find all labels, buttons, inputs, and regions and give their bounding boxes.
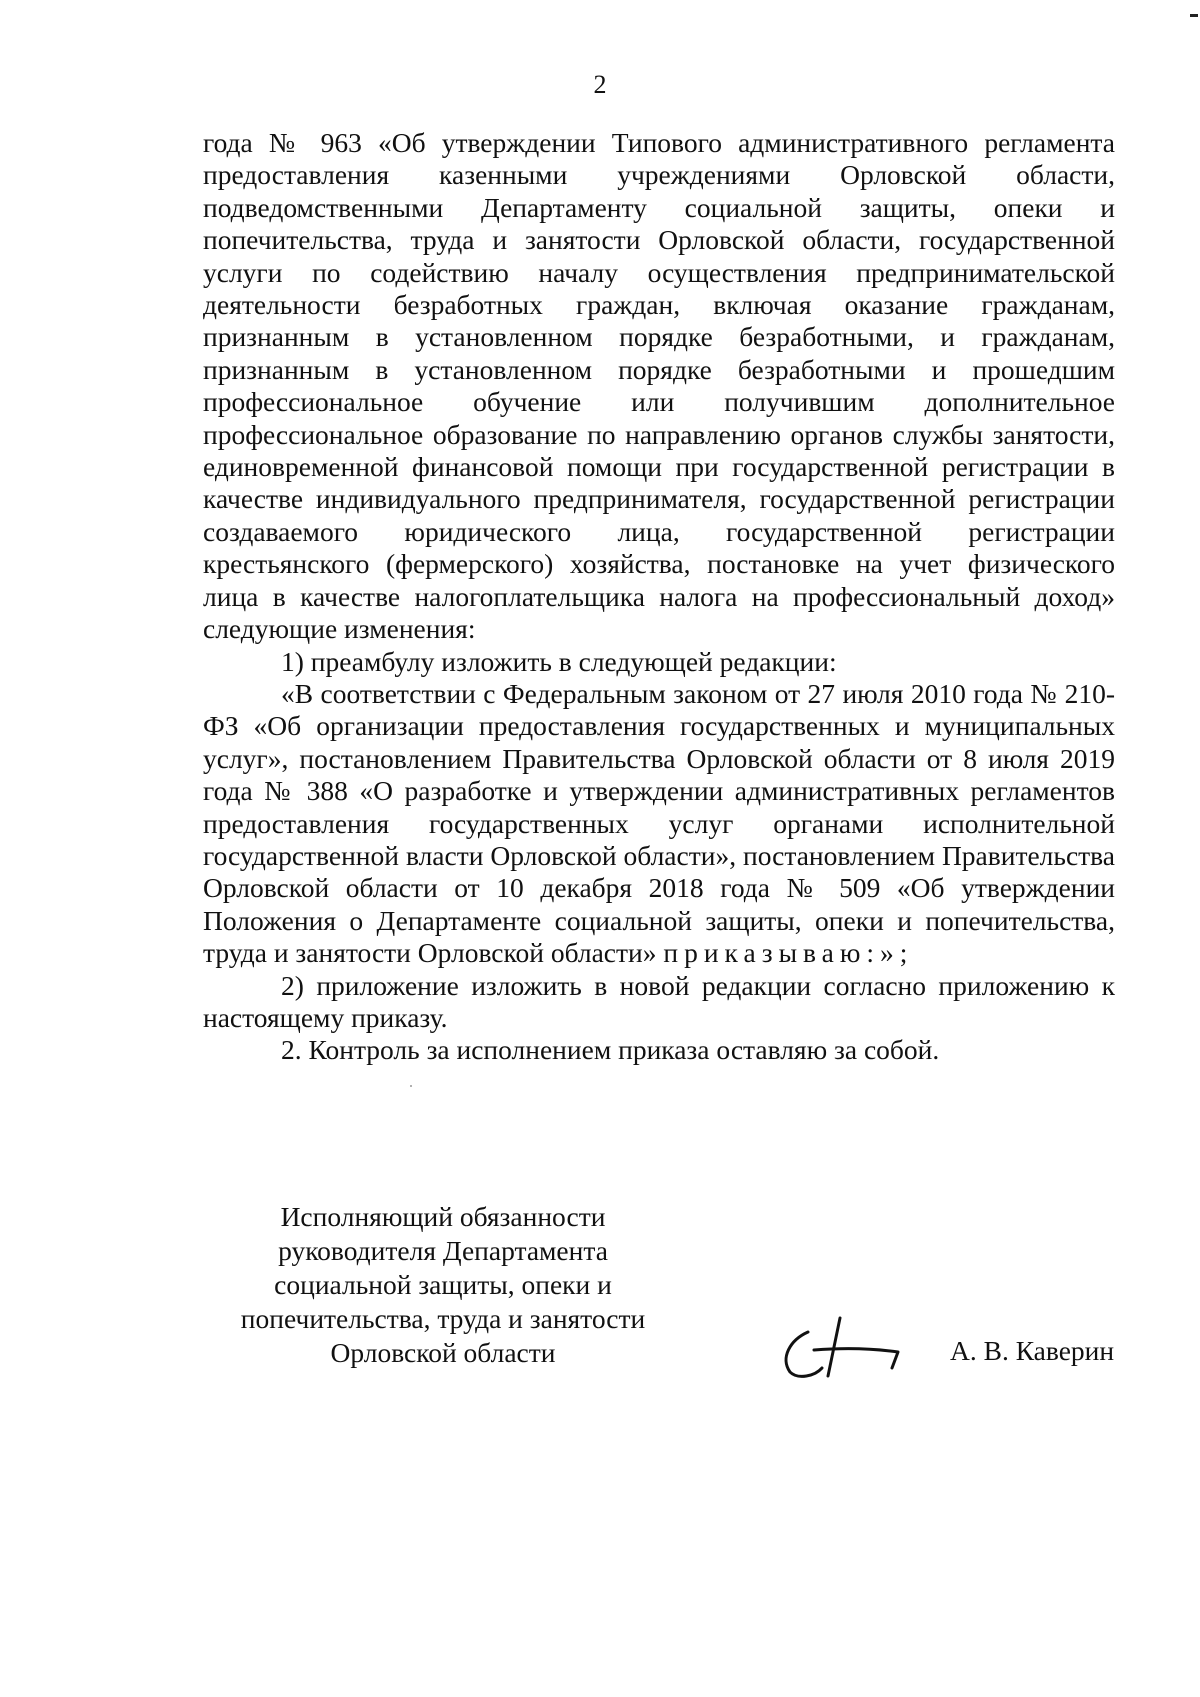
signatory-position-line: Орловской области [330, 1337, 556, 1368]
page-number: 2 [593, 70, 607, 99]
item-2-paragraph: 2) приложение изложить в новой редакции согласно приложению к настоящему приказу. [203, 969, 1115, 1033]
signatory-position-line: социальной защиты, опеки и [274, 1269, 612, 1300]
scan-mark [1190, 14, 1198, 17]
order-body [203, 127, 1115, 1067]
signatory-position-line: руководителя Департамента [278, 1235, 608, 1266]
signatory-position-line: попечительства, труда и занятости [240, 1303, 646, 1334]
handwritten-signature [770, 1310, 910, 1390]
intro-paragraph: года № 963 «Об утверждении Типового административного регламента предоставления казенными учреждениями Орловской области, подведомственными Департаменту социальной защиты, опеки и попечительства, труда и занятости Орловской области, государственной услуги по содействию началу осуществления предпринимательской деятельности безработных граждан, включая оказание гражданам, признанным в установленном порядке безработными, и гражданам, признанным в установленном порядке безработными и прошедшим профессиональное обучение или получившим дополнительное профессиональное образование по направлению органов службы занятости, единовременной финансовой помощи при государственной регистрации в качестве индивидуального предпринимателя, государственной регистрации создаваемого юридического лица, государственной регистрации крестьянского (фермерского) хозяйства, постановке на учет физического лица в качестве налогоплательщика налога на профессиональный доход» следующие изменения: [203, 127, 1115, 645]
preamble-quote-paragraph [203, 678, 1115, 970]
signatory-position [208, 1200, 678, 1370]
control-paragraph: 2. Контроль за исполнением приказа оставляю за собой. [281, 1034, 940, 1066]
item-1-paragraph: 1) преамбулу изложить в следующей редакции: [281, 645, 837, 677]
signatory-name: А. В. Каверин [950, 1335, 1115, 1366]
scan-speck [410, 1085, 412, 1087]
preamble-quote-text: «В соответствии с Федеральным законом от 27 июля 2010 года № 210-ФЗ «Об организации предоставления государственных и муниципальных услуг», постановлением Правительства Орловской области от 8 июля 2019 года № 388 «О разработке и утверждении административных регламентов предоставления государственных услуг органами исполнительной государственной власти Орловской области», постановлением Правительства Орловской области от 10 декабря 2018 года № 509 «Об утверждении Положения о Департаменте социальной защиты, опеки и попечительства, труда и занятости Орловской области» [203, 677, 1115, 969]
signatory-position-line: Исполняющий обязанности [280, 1201, 606, 1232]
order-verb: приказываю:»; [663, 937, 914, 969]
